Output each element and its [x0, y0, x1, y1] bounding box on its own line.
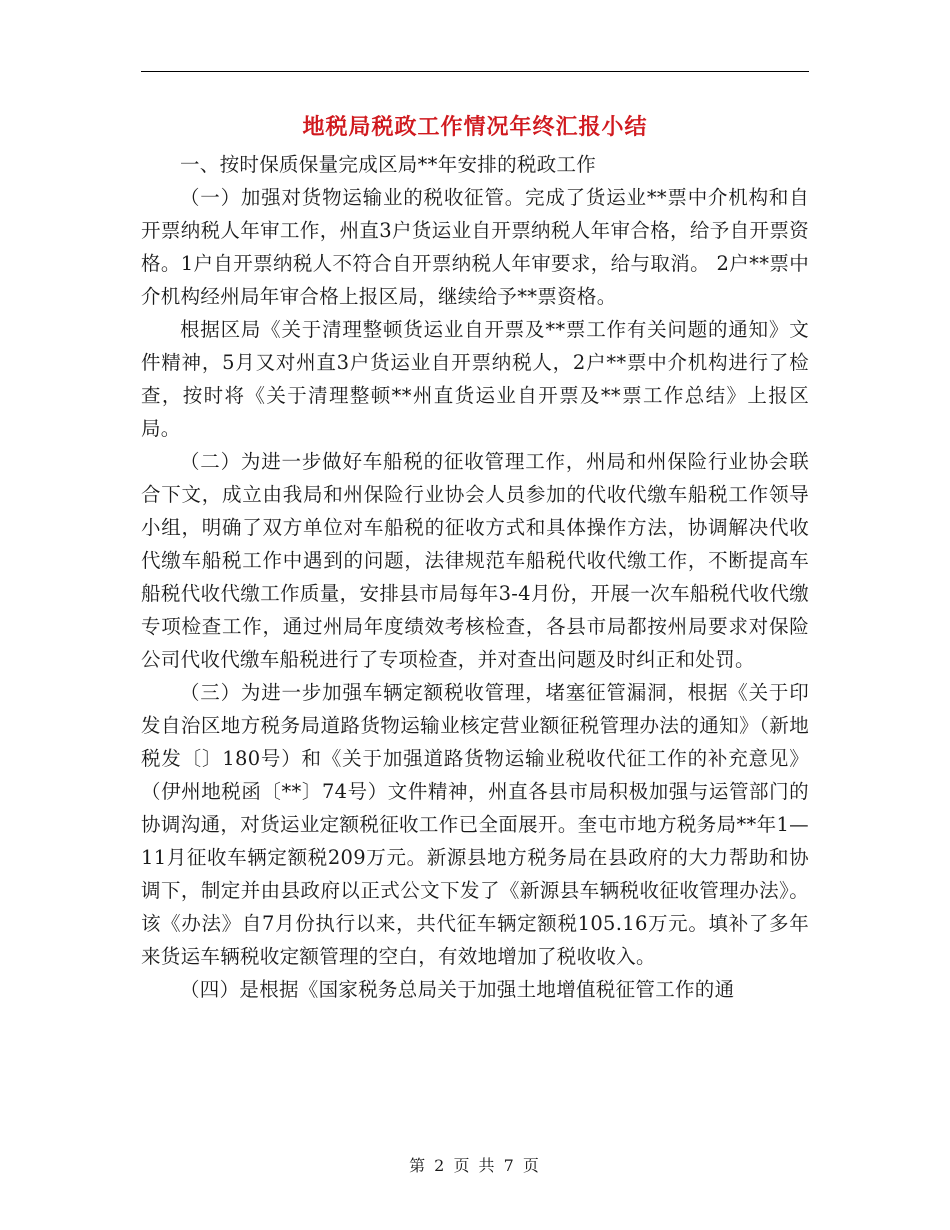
header-rule: [141, 71, 809, 72]
paragraph-land-value-tax: （四）是根据《国家税务总局关于加强土地增值税征管工作的通: [180, 978, 735, 1001]
section-heading: 一、按时保质保量完成区局**年安排的税政工作: [180, 153, 597, 176]
paragraph-vehicle-vessel-tax: （二）为进一步做好车船税的征收管理工作，州局和州保险行业协会联合下文，成立由我局和州保险行业协会人员参加的代收代缴车船税工作领导小组，明确了双方单位对车船税的征收方式和具体操作方法，协调解决代收代缴车船税工作中遇到的问题，法律规范车船税代收代缴工作，不断提高车船税代收代缴工作质量，安排县市局每年3-4月份，开展一次车船税代收代缴专项检查工作，通过州局年度绩效考核检查，各县市局都按州局要求对保险公司代收代缴车船税进行了专项检查，并对查出问题及时纠正和处罚。: [141, 450, 809, 671]
document-title: 地税局税政工作情况年终汇报小结: [302, 114, 648, 140]
document-body: [141, 148, 809, 1006]
paragraph-inspection: 根据区局《关于清理整顿货运业自开票及**票工作有关问题的通知》文件精神，5月又对州直3户货运业自开票纳税人，2户**票中介机构进行了检查，按时将《关于清理整顿**州直货运业自开票及**票工作总结》上报区局。: [141, 318, 809, 440]
paragraph-vehicle-quota-tax: （三）为进一步加强车辆定额税收管理，堵塞征管漏洞，根据《关于印发自治区地方税务局道路货物运输业核定营业额征税管理办法的通知》（新地税发〔〕180号）和《关于加强道路货物运输业税收代征工作的补充意见》（伊州地税函〔**〕74号）文件精神，州直各县市局积极加强与运管部门的协调沟通，对货运业定额税征收工作已全面展开。奎屯市地方税务局**年1—11月征收车辆定额税209万元。新源县地方税务局在县政府的大力帮助和协调下，制定并由县政府以正式公文下发了《新源县车辆税收征收管理办法》。该《办法》自7月份执行以来，共代征车辆定额税105.16万元。填补了多年来货运车辆税收定额管理的空白，有效地增加了税收收入。: [141, 681, 809, 968]
paragraph-freight-tax: （一）加强对货物运输业的税收征管。完成了货运业**票中介机构和自开票纳税人年审工作，州直3户货运业自开票纳税人年审合格，给予自开票资格。1户自开票纳税人不符合自开票纳税人年审要求，给与取消。 2户**票中介机构经州局年审合格上报区局，继续给予**票资格。: [141, 186, 809, 308]
page-number: 第 2 页 共 7 页: [409, 1156, 541, 1175]
